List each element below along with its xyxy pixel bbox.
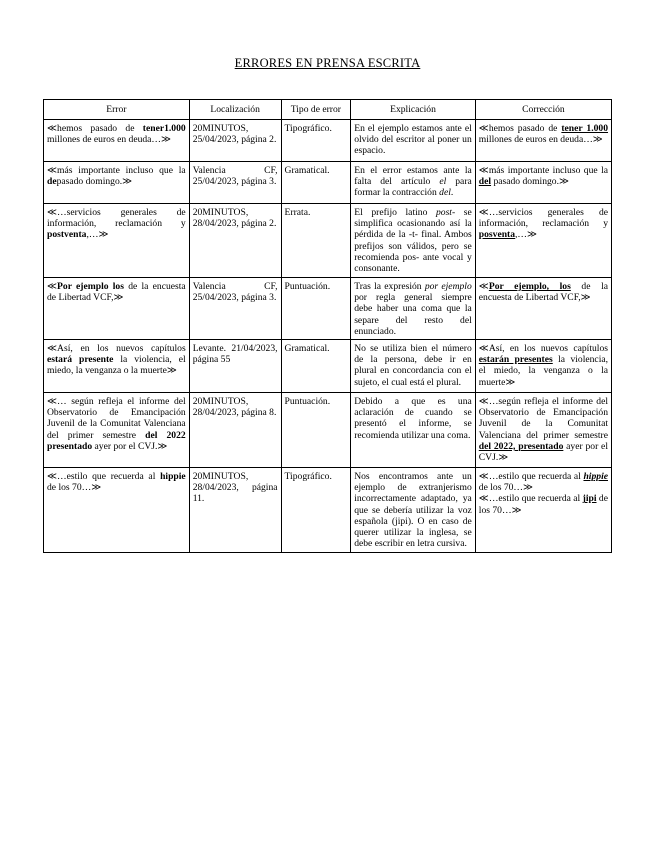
cell-explicacion: El prefijo latino post- se simplifica ocasionando así la pérdida de la -t- final. Ambos prefijos son válidos, pero se recomienda pos- ante vocal y consonante.: [351, 204, 476, 278]
table-row: [44, 340, 612, 393]
cell-explicacion: Tras la expresión por ejemplo por regla general siempre debe haber una coma que la separe del resto del enunciado.: [351, 278, 476, 340]
correction-option-italic: ≪…estilo que recuerda al hippie de los 70…≫: [478, 471, 608, 494]
table-row: [44, 393, 612, 468]
table-row: [44, 468, 612, 553]
header-correccion: Corrección: [475, 100, 611, 120]
cell-explicacion: En el error estamos ante la falta del artículo el para formar la contracción del.: [351, 162, 476, 204]
cell-localizacion: 20MINUTOS, 25/04/2023, página 2.: [189, 120, 281, 162]
cell-explicacion: En el ejemplo estamos ante el olvido del escritor al poner un espacio.: [351, 120, 476, 162]
cell-correccion: [475, 468, 611, 553]
cell-error: ≪…estilo que recuerda al hippie de los 70…≫: [44, 468, 190, 553]
cell-error: ≪hemos pasado de tener1.000 millones de euros en deuda…≫: [44, 120, 190, 162]
cell-error: ≪…servicios generales de información, reclamación y postventa,…≫: [44, 204, 190, 278]
cell-localizacion: 20MINUTOS, 28/04/2023, página 11.: [189, 468, 281, 553]
cell-explicacion: No se utiliza bien el número de la persona, debe ir en plural en concordancia con el sujeto, el cual está el plural.: [351, 340, 476, 393]
document-title: ERRORES EN PRENSA ESCRITA: [234, 56, 421, 70]
cell-correccion: ≪…según refleja el informe del Observatorio de Emancipación Juvenil de la Comunitat Valenciana del primer semestre del 2022, presentado ayer por el CVJ.≫: [475, 393, 611, 468]
cell-tipo: Tipográfico.: [281, 120, 351, 162]
cell-tipo: Puntuación.: [281, 278, 351, 340]
cell-correccion: ≪más importante incluso que la del pasado domingo.≫: [475, 162, 611, 204]
cell-tipo: Puntuación.: [281, 393, 351, 468]
table-row: [44, 162, 612, 204]
correction-option-spanish: ≪…estilo que recuerda al jipi de los 70…≫: [478, 493, 608, 516]
cell-localizacion: Valencia CF, 25/04/2023, página 3.: [189, 278, 281, 340]
cell-tipo: Gramatical.: [281, 340, 351, 393]
cell-error: ≪Así, en los nuevos capítulos estará presente la violencia, el miedo, la venganza o la muerte≫: [44, 340, 190, 393]
cell-correccion: ≪hemos pasado de tener 1.000 millones de euros en deuda…≫: [475, 120, 611, 162]
table-row: [44, 278, 612, 340]
cell-localizacion: Valencia CF, 25/04/2023, página 3.: [189, 162, 281, 204]
cell-tipo: Errata.: [281, 204, 351, 278]
cell-localizacion: 20MINUTOS, 28/04/2023, página 8.: [189, 393, 281, 468]
cell-error: ≪Por ejemplo los de la encuesta de Libertad VCF,≫: [44, 278, 190, 340]
cell-tipo: Tipográfico.: [281, 468, 351, 553]
table-row: [44, 120, 612, 162]
header-error: Error: [44, 100, 190, 120]
cell-localizacion: Levante. 21/04/2023, página 55: [189, 340, 281, 393]
cell-error: ≪más importante incluso que la depasado domingo.≫: [44, 162, 190, 204]
cell-explicacion: Debido a que es una aclaración de cuando se presentó el informe, se recomienda utilizar una coma.: [351, 393, 476, 468]
header-localizacion: Localización: [189, 100, 281, 120]
cell-correccion: ≪Así, en los nuevos capítulos estarán presentes la violencia, el miedo, la venganza o la muerte≫: [475, 340, 611, 393]
cell-correccion: ≪Por ejemplo, los de la encuesta de Libertad VCF,≫: [475, 278, 611, 340]
table-row: [44, 204, 612, 278]
cell-tipo: Gramatical.: [281, 162, 351, 204]
cell-correccion: ≪…servicios generales de información, reclamación y posventa,…≫: [475, 204, 611, 278]
header-explicacion: Explicación: [351, 100, 476, 120]
header-tipo: Tipo de error: [281, 100, 351, 120]
cell-localizacion: 20MINUTOS, 28/04/2023, página 2.: [189, 204, 281, 278]
errors-table: [43, 99, 612, 553]
cell-error: ≪… según refleja el informe del Observatorio de Emancipación Juvenil de la Comunitat Valenciana del primer semestre del 2022 presentado ayer por el CVJ.≫: [44, 393, 190, 468]
table-header-row: [44, 100, 612, 120]
cell-explicacion: Nos encontramos ante un ejemplo de extranjerismo incorrectamente adaptado, ya que se debería utilizar la voz española (jipi). O en caso de querer utilizar la inglesa, se debe escribir en letra cursiva.: [351, 468, 476, 553]
